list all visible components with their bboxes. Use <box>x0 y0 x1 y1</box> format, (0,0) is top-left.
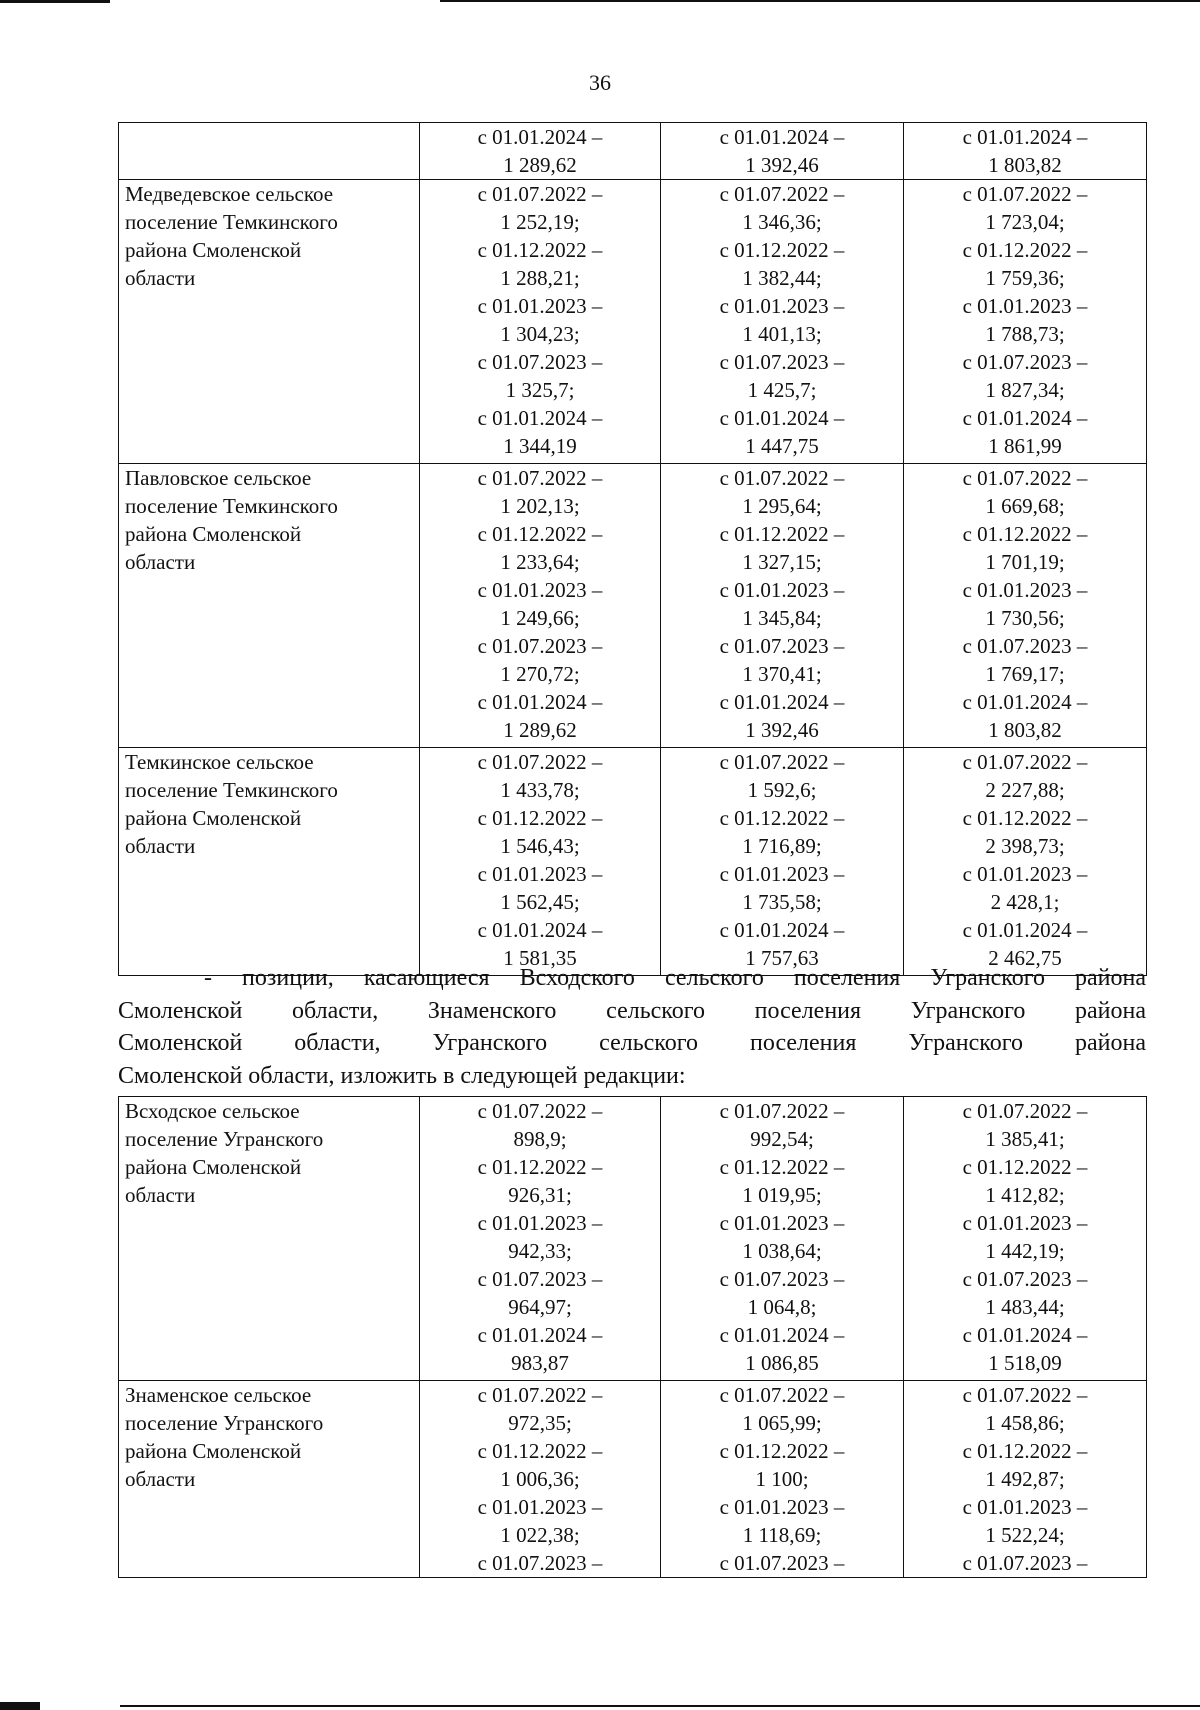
tariff-cell-col1-line: с 01.01.2024 – <box>477 918 603 942</box>
tariff-cell-col3-line: 2 227,88; <box>985 778 1065 802</box>
tariff-cell-col1-line: 964,97; <box>508 1295 572 1319</box>
tariff-cell-col1-line: с 01.01.2023 – <box>477 578 603 602</box>
table-row <box>119 464 1147 748</box>
page-number: 36 <box>589 70 611 95</box>
paragraph-line: - позиции, касающиеся Всходского сельского поселения Угранского района <box>204 965 1146 991</box>
tariff-cell-col2-line: с 01.07.2023 – <box>719 634 845 658</box>
tariff-cell-col2 <box>661 1381 904 1578</box>
tariff-cell-col2-line: 1 401,13; <box>742 322 822 346</box>
settlement-name-cell-line: Медведевское сельское <box>125 182 334 206</box>
settlement-name-cell-line: области <box>125 550 196 574</box>
settlement-name-cell-line: района Смоленской <box>125 522 302 546</box>
settlement-name-cell-line: области <box>125 1467 196 1491</box>
tariff-cell-col3-line: с 01.07.2023 – <box>962 1551 1088 1575</box>
tariff-cell-col3-line: 1 492,87; <box>985 1467 1065 1491</box>
tariff-cell-col1-line: 983,87 <box>511 1351 569 1375</box>
tariff-cell-col2-line: с 01.07.2022 – <box>719 750 845 774</box>
tariff-cell-col2 <box>661 180 904 464</box>
tariff-cell-col2-line: 992,54; <box>750 1127 814 1151</box>
tariff-cell-col3 <box>904 464 1147 748</box>
tariff-cell-col1-line: с 01.07.2023 – <box>477 1551 603 1575</box>
tariff-cell-col2-line: с 01.07.2022 – <box>719 1099 845 1123</box>
tariff-cell-col2-line: с 01.01.2023 – <box>719 1495 845 1519</box>
table-row <box>119 1381 1147 1578</box>
tariff-cell-col3-line: 1 701,19; <box>985 550 1065 574</box>
tariff-cell-col3-line: с 01.01.2023 – <box>962 294 1088 318</box>
tariff-cell-col2-line: с 01.12.2022 – <box>719 522 845 546</box>
table-row <box>119 1097 1147 1381</box>
tariff-cell-col2-line: 1 118,69; <box>742 1523 822 1547</box>
tariff-cell-col3-line: с 01.12.2022 – <box>962 522 1088 546</box>
settlement-name-cell-line: Темкинское сельское <box>125 750 314 774</box>
tariff-cell-col1-line: 1 304,23; <box>500 322 580 346</box>
tariff-cell-col2-line: 1 345,84; <box>742 606 822 630</box>
tariff-cell-col2-line: 1 346,36; <box>742 210 822 234</box>
tariff-cell-col2-line: с 01.12.2022 – <box>719 806 845 830</box>
tariff-cell-col3-line: 1 759,36; <box>985 266 1065 290</box>
tariff-cell-col1-line: 1 581,35 <box>503 946 577 970</box>
tariff-cell-col2-line: 1 735,58; <box>742 890 822 914</box>
tariff-cell-col2-line: 1 716,89; <box>742 834 822 858</box>
tariff-cell-col1-line: с 01.12.2022 – <box>477 1439 603 1463</box>
tariff-cell-col3 <box>904 180 1147 464</box>
tariff-cell-col1-line: с 01.07.2023 – <box>477 350 603 374</box>
settlement-name-cell-line: Всходское сельское <box>125 1099 300 1123</box>
tariff-cell-col3-line: с 01.07.2022 – <box>962 1099 1088 1123</box>
settlement-name-cell-line: поселение Темкинского <box>125 494 338 518</box>
tariff-cell-col3-line: 1 385,41; <box>985 1127 1065 1151</box>
tariff-cell-col3-line: с 01.01.2023 – <box>962 862 1088 886</box>
tariff-cell-col1-line: с 01.07.2022 – <box>477 1383 603 1407</box>
tariff-cell-col1-line: с 01.01.2023 – <box>477 294 603 318</box>
tariff-table-ugransky <box>118 1096 1147 1578</box>
tariff-cell-col3-line: с 01.07.2022 – <box>962 466 1088 490</box>
tariff-cell-col1-line: с 01.01.2024 – <box>477 690 603 714</box>
settlement-name-cell <box>119 1381 420 1578</box>
tariff-cell-col3-line: 1 518,09 <box>988 1351 1062 1375</box>
tariff-cell-col1-line: 1 325,7; <box>505 378 575 402</box>
tariff-cell-col2-line: 1 100; <box>755 1467 809 1491</box>
tariff-cell-col3 <box>904 123 1147 180</box>
tariff-cell-col2-line: 1 392,46 <box>745 153 819 177</box>
table-row <box>119 180 1147 464</box>
tariff-cell-col1 <box>420 748 661 976</box>
tariff-cell-col2-line: с 01.12.2022 – <box>719 1155 845 1179</box>
tariff-cell-col3-line: 1 788,73; <box>985 322 1065 346</box>
settlement-name-cell-line: района Смоленской <box>125 806 302 830</box>
tariff-cell-col3-line: 1 483,44; <box>985 1295 1065 1319</box>
tariff-cell-col2-line: с 01.07.2023 – <box>719 1267 845 1291</box>
tariff-cell-col3-line: 1 803,82 <box>988 153 1062 177</box>
tariff-cell-col2-line: с 01.07.2023 – <box>719 1551 845 1575</box>
scan-edge-top-right <box>440 0 1200 2</box>
tariff-cell-col1-line: 972,35; <box>508 1411 572 1435</box>
tariff-cell-col1-line: с 01.01.2024 – <box>477 1323 603 1347</box>
tariff-cell-col2-line: 1 019,95; <box>742 1183 822 1207</box>
tariff-cell-col2-line: с 01.12.2022 – <box>719 238 845 262</box>
tariff-cell-col2-line: 1 065,99; <box>742 1411 822 1435</box>
tariff-cell-col1-line: 898,9; <box>513 1127 567 1151</box>
tariff-cell-col1-line: 1 562,45; <box>500 890 580 914</box>
tariff-cell-col3-line: 2 462,75 <box>988 946 1062 970</box>
tariff-cell-col2-line: с 01.01.2023 – <box>719 294 845 318</box>
amendment-paragraph <box>118 962 1146 1092</box>
tariff-cell-col1 <box>420 123 661 180</box>
settlement-name-cell-line: района Смоленской <box>125 1439 302 1463</box>
tariff-cell-col1-line: 1 344,19 <box>503 434 577 458</box>
tariff-cell-col3-line: с 01.07.2022 – <box>962 1383 1088 1407</box>
paragraph-line: Смоленской области, Угранского сельского поселения Угранского района <box>118 1030 1146 1056</box>
settlement-name-cell-line: области <box>125 834 196 858</box>
settlement-name-cell-line: Знаменское сельское <box>125 1383 312 1407</box>
tariff-cell-col3-line: с 01.12.2022 – <box>962 806 1088 830</box>
tariff-cell-col3-line: с 01.01.2023 – <box>962 578 1088 602</box>
tariff-cell-col2 <box>661 123 904 180</box>
tariff-cell-col1 <box>420 464 661 748</box>
table-row <box>119 123 1147 180</box>
tariff-cell-col1-line: 1 233,64; <box>500 550 580 574</box>
tariff-cell-col1-line: с 01.07.2022 – <box>477 466 603 490</box>
tariff-cell-col3-line: 1 827,34; <box>985 378 1065 402</box>
tariff-cell-col1-line: 1 022,38; <box>500 1523 580 1547</box>
tariff-cell-col3-line: с 01.07.2023 – <box>962 634 1088 658</box>
tariff-cell-col2-line: с 01.01.2024 – <box>719 1323 845 1347</box>
tariff-cell-col1-line: 1 289,62 <box>503 718 577 742</box>
tariff-cell-col3-line: 1 861,99 <box>988 434 1062 458</box>
scan-edge-bottom-right <box>120 1705 1200 1707</box>
tariff-cell-col2-line: с 01.07.2022 – <box>719 1383 845 1407</box>
tariff-cell-col1-line: с 01.01.2023 – <box>477 1211 603 1235</box>
scan-edge-bottom-left <box>0 1702 40 1710</box>
tariff-cell-col3-line: 1 522,24; <box>985 1523 1065 1547</box>
tariff-cell-col1-line: 1 249,66; <box>500 606 580 630</box>
tariff-cell-col3-line: с 01.01.2023 – <box>962 1495 1088 1519</box>
tariff-cell-col3-line: 1 669,68; <box>985 494 1065 518</box>
tariff-cell-col2-line: с 01.07.2023 – <box>719 350 845 374</box>
tariff-table-temkinsky <box>118 122 1147 976</box>
tariff-cell-col1-line: 926,31; <box>508 1183 572 1207</box>
tariff-cell-col2-line: 1 295,64; <box>742 494 822 518</box>
tariff-cell-col3-line: с 01.12.2022 – <box>962 238 1088 262</box>
tariff-cell-col2-line: с 01.01.2024 – <box>719 918 845 942</box>
tariff-cell-col3-line: с 01.07.2023 – <box>962 1267 1088 1291</box>
settlement-name-cell-line: Павловское сельское <box>125 466 312 490</box>
tariff-cell-col3-line: 2 428,1; <box>990 890 1060 914</box>
tariff-cell-col1-line: с 01.01.2023 – <box>477 862 603 886</box>
tariff-cell-col1-line: с 01.07.2023 – <box>477 634 603 658</box>
tariff-cell-col3-line: 1 412,82; <box>985 1183 1065 1207</box>
tariff-cell-col1-line: с 01.12.2022 – <box>477 238 603 262</box>
settlement-name-cell-line: района Смоленской <box>125 1155 302 1179</box>
settlement-name-cell-line: поселение Темкинского <box>125 778 338 802</box>
settlement-name-cell <box>119 464 420 748</box>
settlement-name-cell-line: поселение Темкинского <box>125 210 338 234</box>
tariff-cell-col2-line: 1 038,64; <box>742 1239 822 1263</box>
tariff-cell-col3-line: с 01.07.2023 – <box>962 350 1088 374</box>
tariff-cell-col2-line: 1 447,75 <box>745 434 819 458</box>
settlement-name-cell <box>119 1097 420 1381</box>
tariff-cell-col3 <box>904 748 1147 976</box>
settlement-name-cell-line: района Смоленской <box>125 238 302 262</box>
tariff-cell-col1-line: с 01.07.2023 – <box>477 1267 603 1291</box>
tariff-cell-col2-line: 1 392,46 <box>745 718 819 742</box>
tariff-cell-col2-line: с 01.07.2022 – <box>719 182 845 206</box>
tariff-cell-col3 <box>904 1097 1147 1381</box>
tariff-cell-col2-line: с 01.12.2022 – <box>719 1439 845 1463</box>
tariff-cell-col1-line: с 01.07.2022 – <box>477 750 603 774</box>
scan-edge-top-left <box>0 0 110 3</box>
tariff-cell-col2-line: с 01.01.2024 – <box>719 690 845 714</box>
tariff-cell-col2-line: 1 086,85 <box>745 1351 819 1375</box>
tariff-cell-col2-line: 1 425,7; <box>747 378 817 402</box>
tariff-cell-col3-line: 1 442,19; <box>985 1239 1065 1263</box>
tariff-cell-col1-line: с 01.12.2022 – <box>477 806 603 830</box>
tariff-cell-col3-line: 1 458,86; <box>985 1411 1065 1435</box>
tariff-cell-col2-line: с 01.01.2024 – <box>719 406 845 430</box>
settlement-name-cell-line: поселение Угранского <box>125 1127 324 1151</box>
tariff-cell-col2-line: с 01.01.2023 – <box>719 578 845 602</box>
tariff-cell-col2-line: 1 382,44; <box>742 266 822 290</box>
tariff-cell-col1-line: 1 288,21; <box>500 266 580 290</box>
tariff-cell-col1-line: с 01.12.2022 – <box>477 1155 603 1179</box>
tariff-cell-col3-line: с 01.12.2022 – <box>962 1155 1088 1179</box>
table-row <box>119 748 1147 976</box>
settlement-name-cell <box>119 180 420 464</box>
tariff-cell-col2 <box>661 464 904 748</box>
tariff-cell-col2-line: с 01.01.2023 – <box>719 862 845 886</box>
tariff-cell-col1 <box>420 180 661 464</box>
tariff-cell-col1 <box>420 1381 661 1578</box>
tariff-cell-col1-line: 1 270,72; <box>500 662 580 686</box>
settlement-name-cell-line: области <box>125 1183 196 1207</box>
tariff-cell-col2-line: 1 064,8; <box>747 1295 817 1319</box>
tariff-cell-col3-line: 1 730,56; <box>985 606 1065 630</box>
tariff-cell-col2 <box>661 1097 904 1381</box>
tariff-cell-col3-line: с 01.01.2024 – <box>962 406 1088 430</box>
tariff-cell-col2-line: с 01.07.2022 – <box>719 466 845 490</box>
tariff-cell-col2-line: 1 370,41; <box>742 662 822 686</box>
tariff-cell-col2-line: 1 327,15; <box>742 550 822 574</box>
tariff-cell-col3-line: 1 803,82 <box>988 718 1062 742</box>
tariff-cell-col1-line: 1 546,43; <box>500 834 580 858</box>
tariff-cell-col3-line: с 01.01.2024 – <box>962 918 1088 942</box>
tariff-cell-col3-line: 2 398,73; <box>985 834 1065 858</box>
paragraph-line: Смоленской области, изложить в следующей редакции: <box>118 1062 686 1089</box>
tariff-cell-col3-line: 1 723,04; <box>985 210 1065 234</box>
tariff-cell-col1-line: 1 433,78; <box>500 778 580 802</box>
settlement-name-cell-line: области <box>125 266 196 290</box>
tariff-cell-col3-line: с 01.01.2024 – <box>962 1323 1088 1347</box>
settlement-name-cell <box>119 748 420 976</box>
tariff-cell-col1-line: с 01.07.2022 – <box>477 1099 603 1123</box>
tariff-cell-col1-line: с 01.12.2022 – <box>477 522 603 546</box>
tariff-cell-col1-line: 942,33; <box>508 1239 572 1263</box>
tariff-cell-col3 <box>904 1381 1147 1578</box>
paragraph-line: Смоленской области, Знаменского сельского поселения Угранского района <box>118 997 1146 1024</box>
tariff-cell-col1-line: с 01.01.2023 – <box>477 1495 603 1519</box>
tariff-cell-col3-line: 1 769,17; <box>985 662 1065 686</box>
tariff-cell-col1-line: 1 252,19; <box>500 210 580 234</box>
tariff-cell-col3-line: с 01.01.2023 – <box>962 1211 1088 1235</box>
tariff-cell-col1-line: 1 006,36; <box>500 1467 580 1491</box>
tariff-cell-col1-line: 1 289,62 <box>503 153 577 177</box>
tariff-cell-col2-line: с 01.01.2024 – <box>719 125 845 149</box>
tariff-cell-col2-line: 1 757,63 <box>745 946 819 970</box>
tariff-cell-col2-line: 1 592,6; <box>747 778 817 802</box>
tariff-cell-col1-line: с 01.01.2024 – <box>477 125 603 149</box>
tariff-cell-col3-line: с 01.12.2022 – <box>962 1439 1088 1463</box>
settlement-name-cell <box>119 123 420 180</box>
tariff-cell-col1-line: с 01.01.2024 – <box>477 406 603 430</box>
settlement-name-cell-line: поселение Угранского <box>125 1411 324 1435</box>
tariff-cell-col3-line: с 01.01.2024 – <box>962 690 1088 714</box>
tariff-cell-col1 <box>420 1097 661 1381</box>
tariff-cell-col1-line: 1 202,13; <box>500 494 580 518</box>
tariff-cell-col3-line: с 01.07.2022 – <box>962 182 1088 206</box>
tariff-cell-col2-line: с 01.01.2023 – <box>719 1211 845 1235</box>
tariff-cell-col3-line: с 01.01.2024 – <box>962 125 1088 149</box>
tariff-cell-col1-line: с 01.07.2022 – <box>477 182 603 206</box>
tariff-cell-col2 <box>661 748 904 976</box>
tariff-cell-col3-line: с 01.07.2022 – <box>962 750 1088 774</box>
